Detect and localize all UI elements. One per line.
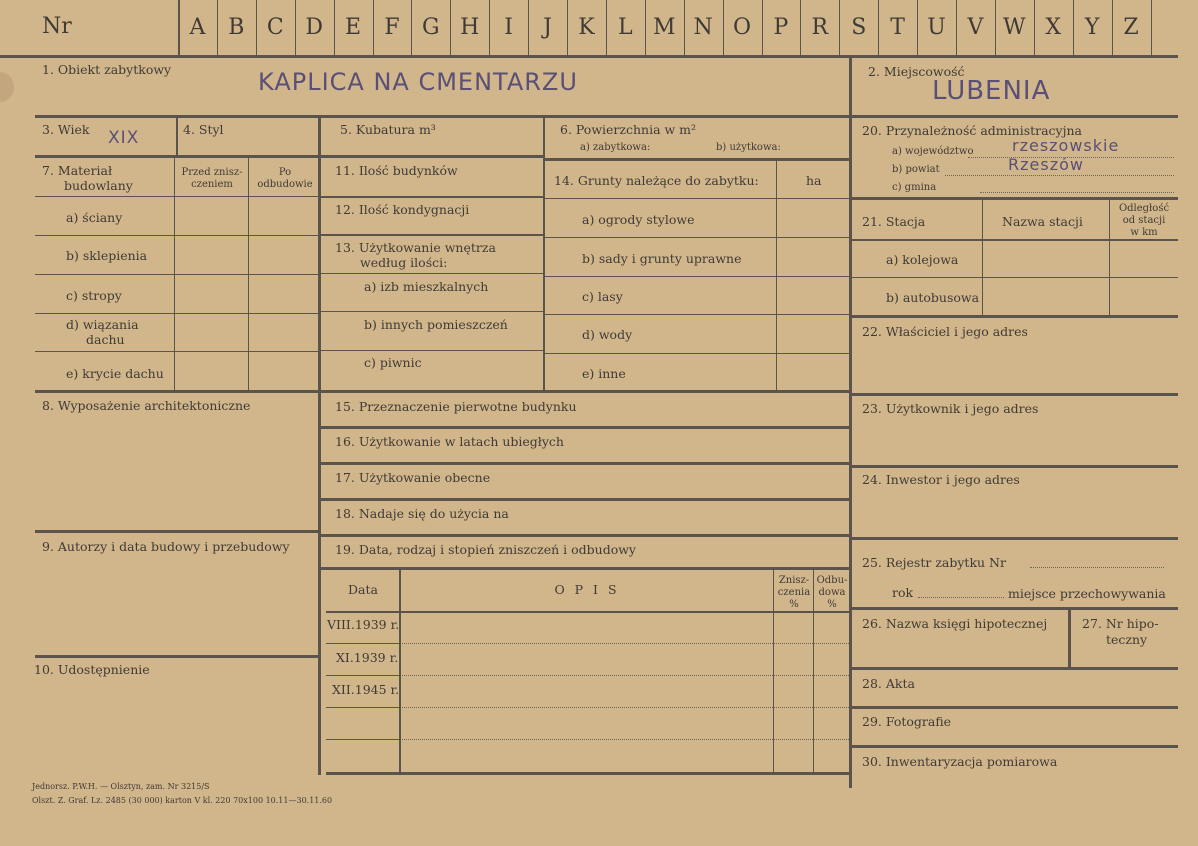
field-6a-label: a) zabytkowa: xyxy=(580,142,651,153)
usage-living-rooms: a) izb mieszkalnych xyxy=(364,279,489,294)
land-gardens: a) ogrody stylowe xyxy=(582,212,695,227)
field-5-label: 5. Kubatura m³ xyxy=(340,122,436,137)
field-29-label: 29. Fotografie xyxy=(862,714,952,729)
field-13-label-1: 13. Użytkowanie wnętrza xyxy=(335,240,496,255)
station-bus: b) autobusowa xyxy=(886,290,980,305)
letter-index-f: F xyxy=(384,15,400,40)
letter-index-c: C xyxy=(266,15,284,40)
table-date-1: VIII.1939 r. xyxy=(327,617,400,632)
land-other: e) inne xyxy=(582,366,626,381)
field-4-label: 4. Styl xyxy=(183,122,224,137)
field-8-label: 8. Wyposażenie architektoniczne xyxy=(42,398,251,413)
letter-index-t: T xyxy=(890,15,905,40)
field-23-label: 23. Użytkownik i jego adres xyxy=(862,401,1039,416)
letter-index-d: D xyxy=(305,15,323,40)
field-7-label-1: 7. Materiał xyxy=(42,163,113,178)
field-27-label-2: teczny xyxy=(1106,632,1148,647)
field-14-label: 14. Grunty należące do zabytku: xyxy=(554,173,759,188)
punch-hole xyxy=(0,72,14,102)
field-22-label: 22. Właściciel i jego adres xyxy=(862,324,1028,339)
land-orchards: b) sady i grunty uprawne xyxy=(582,251,742,266)
letter-index-j: J xyxy=(543,15,552,40)
letter-index-h: H xyxy=(460,15,480,40)
field-26-label: 26. Nazwa księgi hipotecznej xyxy=(862,616,1048,631)
field-28-label: 28. Akta xyxy=(862,676,915,691)
material-walls: a) ściany xyxy=(66,210,123,225)
nr-label: Nr xyxy=(42,14,72,39)
before-destruction-header-2: czeniem xyxy=(191,179,233,190)
table-rebuild-header-1: Odbu- xyxy=(816,575,848,586)
letter-index-m: M xyxy=(652,15,676,40)
field-24-label: 24. Inwestor i jego adres xyxy=(862,472,1020,487)
field-18-label: 18. Nadaje się do użycia na xyxy=(335,506,509,521)
material-vaults: b) sklepienia xyxy=(66,248,148,263)
after-rebuild-header-2: odbudowie xyxy=(257,179,313,190)
field-27-label-1: 27. Nr hipo- xyxy=(1082,616,1159,631)
object-name-handwritten: KAPLICA NA CMENTARZU xyxy=(258,68,578,96)
table-rebuild-header-2: dowa xyxy=(818,587,846,598)
field-9-label: 9. Autorzy i data budowy i przebudowy xyxy=(42,539,290,554)
field-25-place: miejsce przechowywania xyxy=(1008,586,1166,601)
station-distance-header-1: Odległość xyxy=(1118,203,1170,214)
material-roof-truss-1: d) wiązania xyxy=(66,317,139,332)
table-description-header: O P I S xyxy=(554,582,620,597)
land-waters: d) wody xyxy=(582,327,633,342)
letter-index-a: A xyxy=(189,15,206,40)
field-15-label: 15. Przeznaczenie pierwotne budynku xyxy=(335,399,577,414)
field-11-label: 11. Ilość budynków xyxy=(335,163,458,178)
field-13-label-2: według ilości: xyxy=(360,255,448,270)
county-handwritten: Rzeszów xyxy=(1008,155,1084,174)
letter-index-g: G xyxy=(422,15,440,40)
letter-index-e: E xyxy=(345,15,362,40)
letter-index-x: X xyxy=(1045,15,1062,40)
admin-voivodeship: a) województwo xyxy=(892,146,974,157)
letter-index-p: P xyxy=(773,15,789,40)
table-destruction-header-2: czenia xyxy=(777,587,811,598)
letter-index-u: U xyxy=(927,15,946,40)
station-distance-header-3: w km xyxy=(1130,227,1158,238)
field-3-label: 3. Wiek xyxy=(42,122,90,137)
field-12-label: 12. Ilość kondygnacji xyxy=(335,202,470,217)
table-rebuild-header-3: % xyxy=(827,599,837,610)
field-19-label: 19. Data, rodzaj i stopień zniszczeń i odbudowy xyxy=(335,542,636,557)
table-destruction-header-1: Znisz- xyxy=(778,575,810,586)
usage-other-rooms: b) innych pomieszczeń xyxy=(364,317,508,332)
letter-index-i: I xyxy=(504,15,513,40)
field-1-label: 1. Obiekt zabytkowy xyxy=(42,62,172,77)
field-14-unit: ha xyxy=(806,173,822,188)
table-date-3: XII.1945 r. xyxy=(332,682,400,697)
letter-index-r: R xyxy=(811,15,829,40)
station-name-header: Nazwa stacji xyxy=(1002,214,1083,229)
before-destruction-header-1: Przed znisz- xyxy=(181,167,243,178)
letter-index-l: L xyxy=(618,15,633,40)
table-date-header: Data xyxy=(348,582,378,597)
letter-index-z: Z xyxy=(1123,15,1139,40)
field-16-label: 16. Użytkowanie w latach ubiegłych xyxy=(335,434,564,449)
land-forests: c) lasy xyxy=(582,289,623,304)
field-30-label: 30. Inwentaryzacja pomiarowa xyxy=(862,754,1058,769)
field-6b-label: b) użytkowa: xyxy=(716,142,781,153)
table-date-2: XI.1939 r. xyxy=(336,650,399,665)
material-roof-truss-2: dachu xyxy=(86,332,125,347)
station-distance-header-2: od stacji xyxy=(1122,215,1166,226)
field-25-label: 25. Rejestr zabytku Nr xyxy=(862,555,1006,570)
letter-index-b: B xyxy=(228,15,245,40)
field-10-label: 10. Udostępnienie xyxy=(34,662,150,677)
print-info-line-1: Jednorsz. P.W.H. — Olsztyn, zam. Nr 3215/S xyxy=(32,782,210,791)
admin-commune: c) gmina xyxy=(892,182,937,193)
letter-index-k: K xyxy=(578,15,595,40)
century-handwritten: XIX xyxy=(108,128,140,148)
usage-cellars: c) piwnic xyxy=(364,355,422,370)
field-7-label-2: budowlany xyxy=(64,178,133,193)
field-21-label: 21. Stacja xyxy=(862,214,926,229)
letter-index-y: Y xyxy=(1084,15,1100,40)
field-2-label: 2. Miejscowość xyxy=(868,64,965,79)
print-info-line-2: Olszt. Z. Graf. Lz. 2485 (30 000) karton V kl. 220 70x100 10.11—30.11.60 xyxy=(32,796,333,805)
field-20-label: 20. Przynależność administracyjna xyxy=(862,123,1082,138)
station-railway: a) kolejowa xyxy=(886,252,959,267)
letter-index-w: W xyxy=(1003,15,1026,40)
place-handwritten: LUBENIA xyxy=(932,76,1051,106)
letter-index-v: V xyxy=(967,15,984,40)
letter-index-s: S xyxy=(851,15,867,40)
letter-index-o: O xyxy=(733,15,752,40)
field-17-label: 17. Użytkowanie obecne xyxy=(335,470,491,485)
after-rebuild-header-1: Po xyxy=(278,167,292,178)
field-6-label: 6. Powierzchnia w m² xyxy=(560,122,697,137)
field-25-year: rok xyxy=(892,585,914,600)
table-destruction-header-3: % xyxy=(789,599,799,610)
voivodeship-handwritten: rzeszowskie xyxy=(1012,136,1120,155)
admin-county: b) powiat xyxy=(892,164,940,175)
letter-index-n: N xyxy=(693,15,713,40)
material-ceilings: c) stropy xyxy=(66,288,122,303)
material-roof-cover: e) krycie dachu xyxy=(66,366,164,381)
